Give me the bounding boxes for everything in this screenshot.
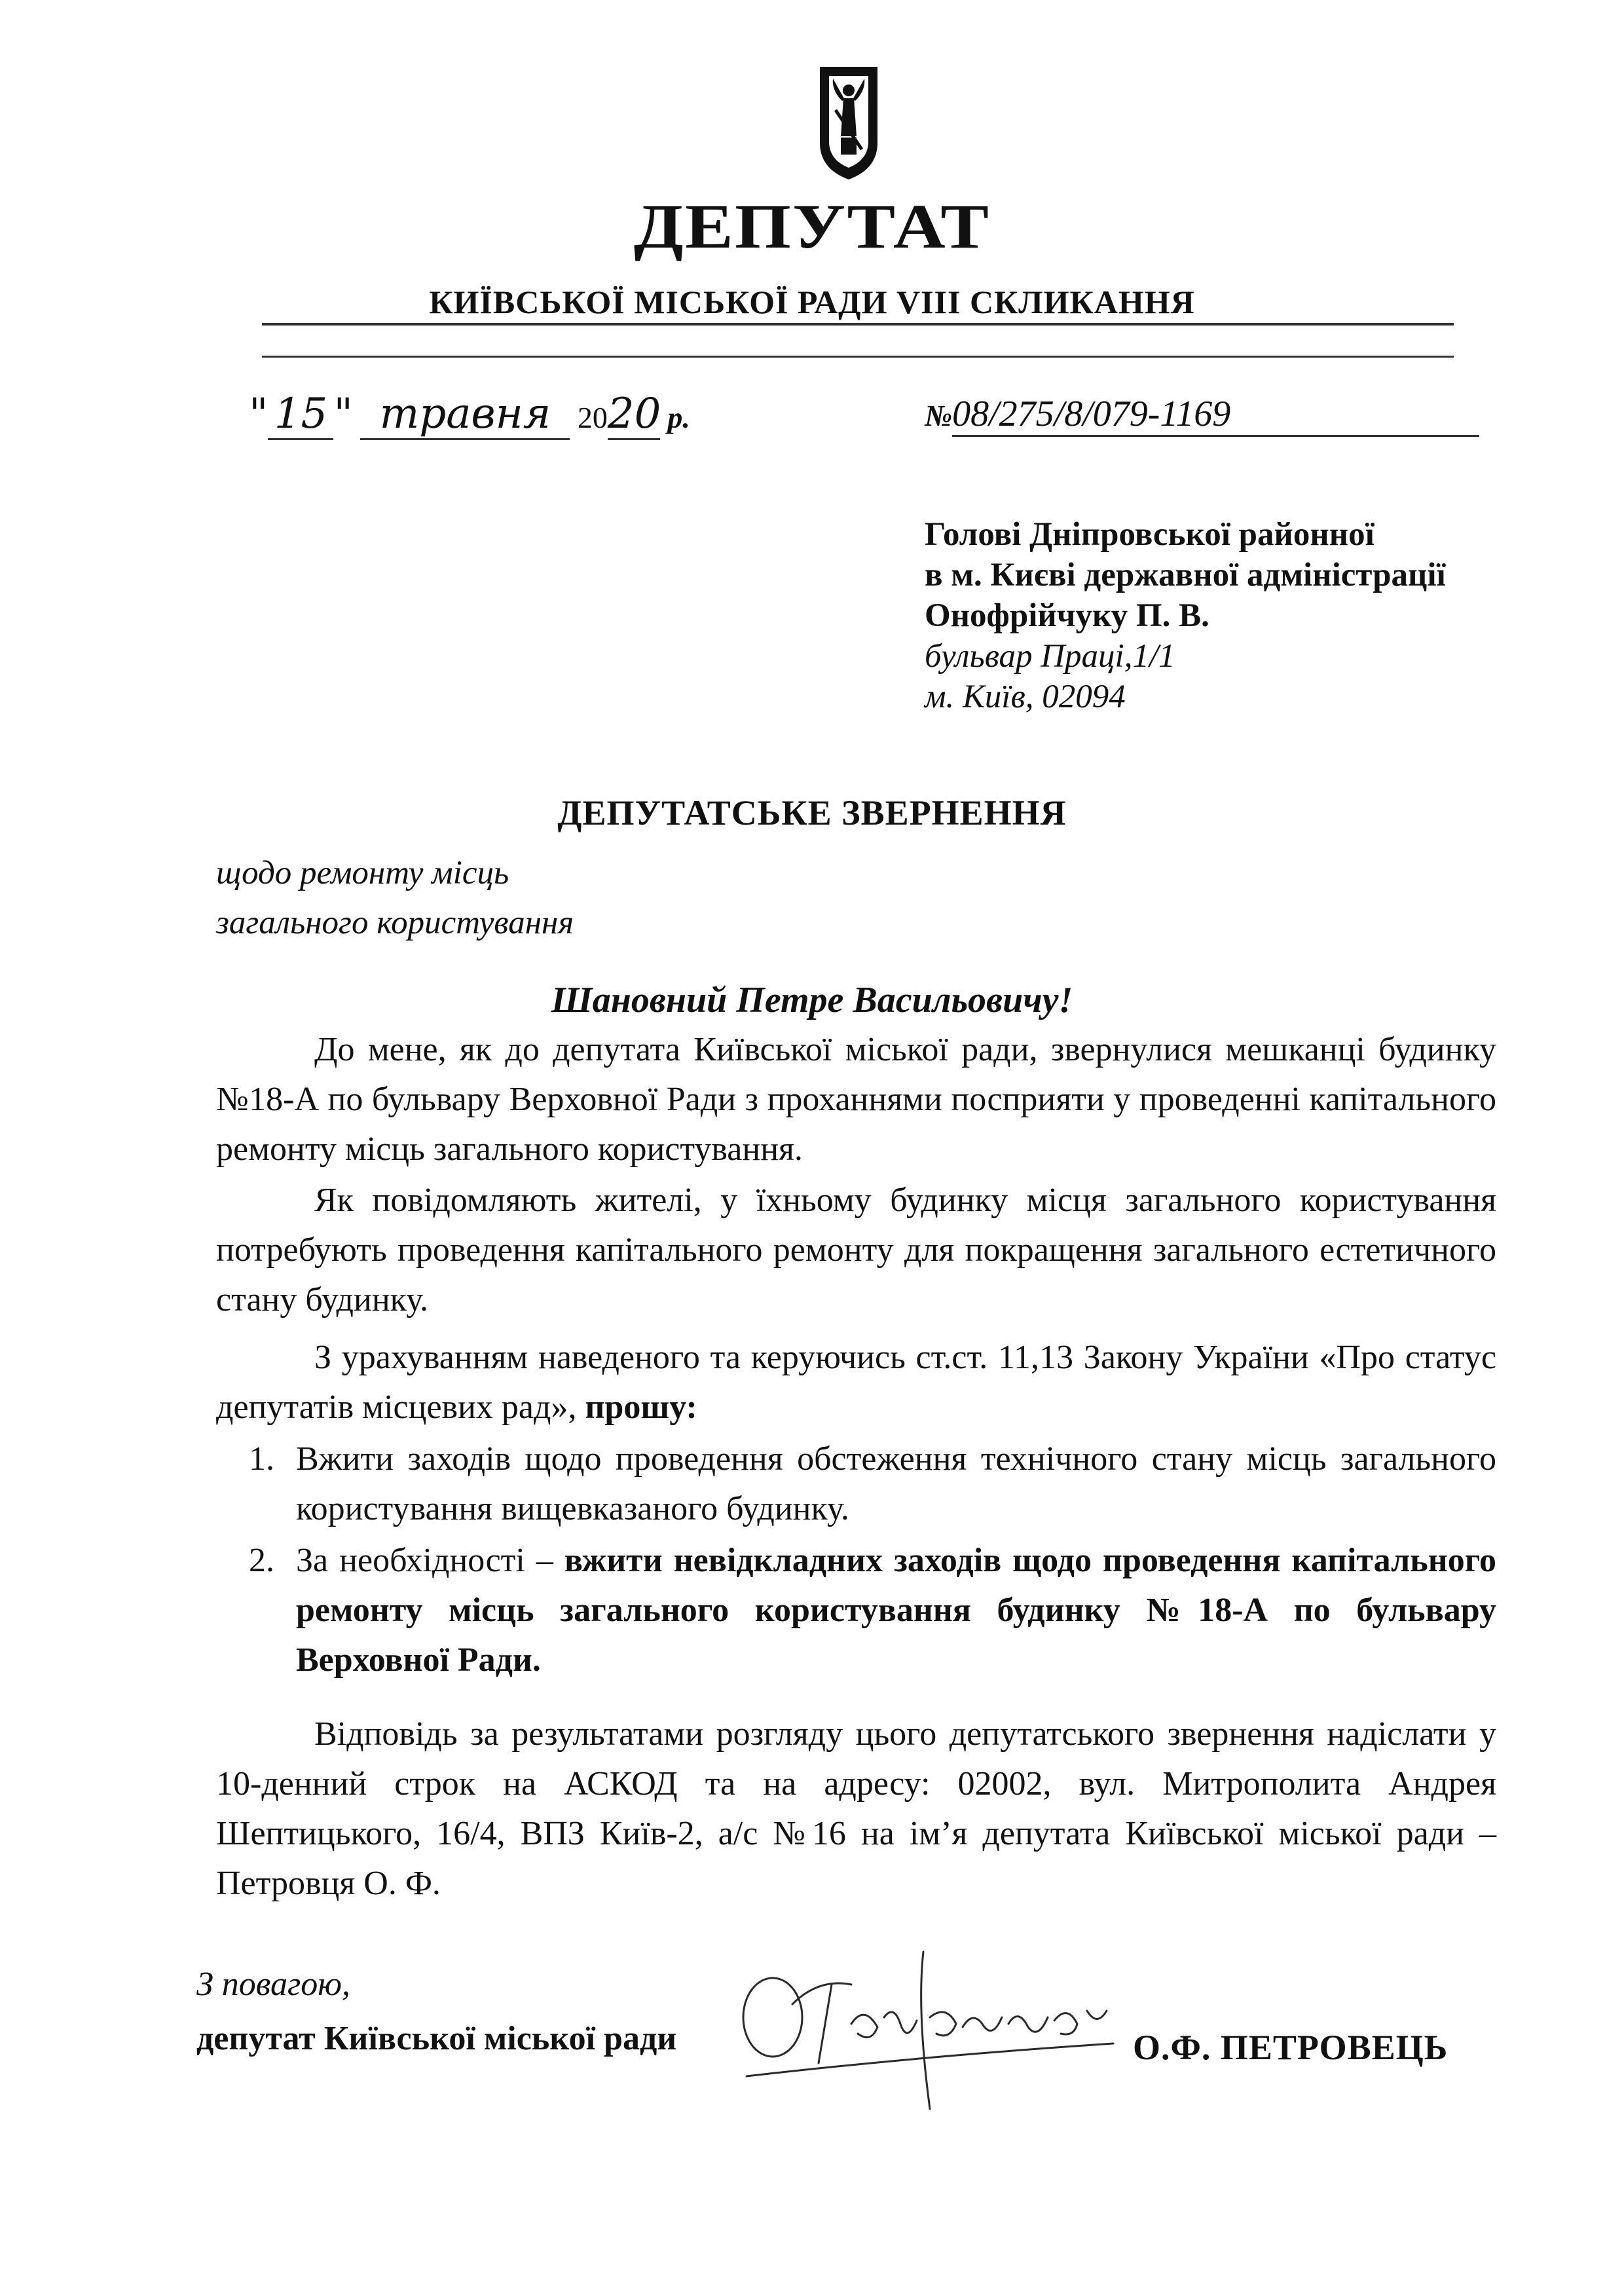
document-date	[249, 390, 690, 440]
letterhead-title: ДЕПУТАТ	[633, 191, 991, 261]
date-open-quote: "	[249, 390, 268, 438]
addressee-line-5: м. Київ, 02094	[925, 679, 1126, 715]
item-2-text: За необхідності –	[296, 1542, 553, 1579]
date-suffix: р.	[667, 401, 690, 434]
item-1-text: Вжити заходів щодо проведення обстеження технічного стану місць загального користування вищевказаного будинку.	[296, 1440, 1496, 1527]
date-year-suffix: 20	[608, 390, 660, 440]
document-title: ДЕПУТАТСЬКЕ ЗВЕРНЕННЯ	[557, 793, 1067, 832]
signatory-name: О.Ф. ПЕТРОВЕЦЬ	[1133, 2028, 1449, 2067]
number-prefix: №	[925, 399, 953, 432]
paragraph-3-text: З урахуванням наведеного та керуючись ст.ст. 11,13 Закону України «Про статус депутатів місцевих рад»,	[216, 1339, 1496, 1426]
date-close-quote: "	[333, 390, 353, 438]
salutation: Шановний Петре Васильовичу!	[551, 980, 1073, 1020]
item-2-number: 2.	[249, 1542, 274, 1579]
item-2-bold: вжити невідкладних заходів щодо проведення капітального ремонту місць загального користування будинку №18-А по бульвару Верховної Ради.	[296, 1542, 1497, 1679]
paragraph-3	[216, 1333, 1496, 1432]
addressee-line-4: бульвар Праці,1/1	[925, 638, 1175, 675]
paragraph-3-bold: прошу:	[585, 1389, 697, 1426]
number-value: 08/275/8/079-1169	[952, 393, 1479, 437]
date-day: 15	[268, 390, 333, 440]
request-item-2	[249, 1536, 1496, 1685]
letterhead-subtitle: КИЇВСЬКОЇ МІСЬКОЇ РАДИ VIII СКЛИКАННЯ	[429, 284, 1195, 320]
kyiv-coat-of-arms-icon	[816, 64, 881, 181]
request-item-1	[249, 1434, 1496, 1534]
item-1-number: 1.	[249, 1440, 274, 1478]
addressee-line-3: Онофрійчуку П. В.	[925, 597, 1209, 634]
handwritten-signature	[720, 1912, 1126, 2122]
addressee-block	[925, 514, 1446, 717]
document-number	[925, 393, 1479, 437]
paragraph-1: До мене, як до депутата Київської міської ради, звернулися мешканці будинку №18-А по бульвару Верховної Ради з проханнями посприяти у проведенні капітального ремонту місць загального користування.	[216, 1031, 1496, 1168]
subject-line-1: щодо ремонту місць	[216, 855, 509, 891]
signatory-role: депутат Київської міської ради	[196, 2020, 677, 2057]
closing: З повагою,	[196, 1966, 350, 2003]
document-subject	[216, 848, 574, 948]
addressee-line-2: в м. Києві державної адміністрації	[925, 557, 1446, 593]
paragraph-2: Як повідомляють жителі, у їхньому будинку місця загального користування потребують проведення капітального ремонту для покращення загального естетичного стану будинку.	[216, 1182, 1496, 1318]
date-month: травня	[360, 390, 570, 440]
paragraph-4: Відповідь за результатами розгляду цього депутатського звернення надіслати у 10-денний строк на АСКОД та на адресу: 02002, вул. Митрополита Андрея Шептицького, 16/4, ВПЗ Київ-2, а/с №16 на ім’я депутата Київської міської ради – Петровця О. Ф.	[216, 1715, 1496, 1902]
date-year-prefix: 20	[577, 401, 608, 434]
addressee-line-1: Голові Дніпровської районної	[925, 516, 1375, 553]
letterhead-rule-bottom	[262, 356, 1454, 358]
subject-line-2: загального користування	[216, 905, 574, 941]
letterhead-rule-top	[262, 323, 1454, 326]
